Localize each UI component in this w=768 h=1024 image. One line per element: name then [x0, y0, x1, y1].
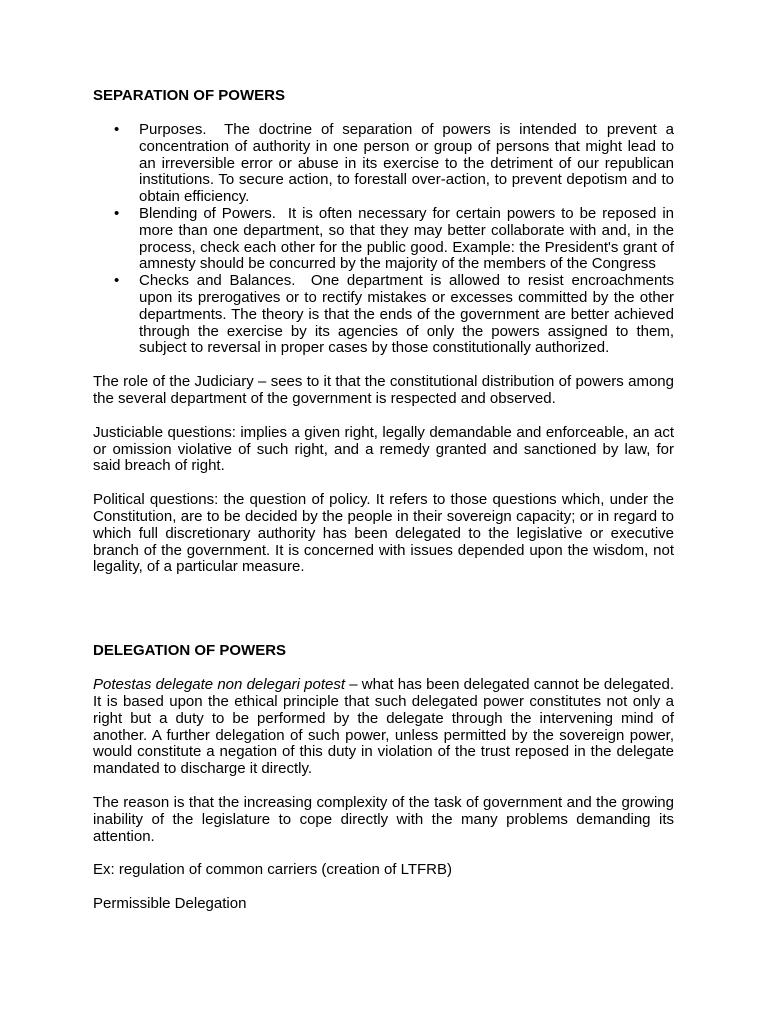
bullet-dot-icon: •: [114, 272, 120, 290]
bullet-dot-icon: •: [114, 121, 120, 138]
bullet-blending-of-powers: [93, 206, 674, 273]
page-content: [93, 88, 674, 913]
section-title-delegation: DELEGATION OF POWERS: [93, 642, 287, 660]
paragraph-judiciary: The role of the Judiciary – sees to it that the constitutional distribution of powers among the several department of the government is respected and observed.: [93, 373, 674, 407]
bullet-text: One department is allowed to resist encroachments upon its prerogatives or to rectify mistakes or excesses committed by the other departments. The theory is that the ends of the government are better achieved through the exercise by its agencies of only the powers assigned to them, subject to reversal in proper cases by those constitutionally authorized.: [139, 272, 674, 357]
maxim-explanation: – what has been delegated cannot be delegated. It is based upon the ethical principle that such delegated power constitutes not only a right but a duty to be performed by the delegate through the intervening mind of another. A further delegation of such power, unless permitted by the sovereign power, would constitute a negation of this duty in violation of the trust reposed in the delegate mandated to discharge it directly.: [93, 676, 674, 778]
bullet-lead: Checks and Balances.: [139, 272, 296, 290]
paragraph-permissible-delegation: Permissible Delegation: [93, 895, 247, 913]
paragraph-political-questions: Political questions: the question of policy. It refers to those questions which, under the Constitution, are to be decided by the people in their sovereign capacity; or in regard to which full discretionary authority has been delegated to the legislative or executive branch of the government. It is concerned with issues depended upon the wisdom, not legality, of a particular measure.: [93, 491, 674, 576]
paragraph-reason: The reason is that the increasing complexity of the task of government and the growing inability of the legislature to cope directly with the many problems demanding its attention.: [93, 793, 674, 845]
paragraph-example: Ex: regulation of common carriers (creation of LTFRB): [93, 861, 453, 879]
bullet-lead: Purposes.: [139, 121, 207, 138]
bullet-lead: Blending of Powers.: [139, 204, 276, 222]
paragraph-potestas: [93, 677, 674, 778]
bullet-dot-icon: •: [114, 204, 120, 222]
bullet-text: The doctrine of separation of powers is intended to prevent a concentration of authority in one person or group of persons that might lead to an irreversible error or abuse in its exercise to the detriment of our republican institutions. To secure action, to forestall over-action, to prevent depotism and to obtain efficiency.: [139, 121, 674, 206]
bullet-purposes: [93, 122, 674, 206]
paragraph-justiciable-questions: Justiciable questions: implies a given right, legally demandable and enforceable, an act or omission violative of such right, and a remedy granted and sanctioned by law, for said breach of right.: [93, 423, 674, 475]
latin-maxim: Potestas delegate non delegari potest: [93, 676, 346, 694]
section-title-separation: SEPARATION OF POWERS: [93, 87, 285, 104]
separation-bullet-list: [93, 122, 674, 357]
bullet-checks-and-balances: [93, 273, 674, 357]
bullet-text: It is often necessary for certain powers to be reposed in more than one department, so that they may better collaborate with and, in the process, check each other for the public good. Example: the President's grant of amnesty should be concurred by the majority of the members of the Congress: [139, 204, 674, 273]
